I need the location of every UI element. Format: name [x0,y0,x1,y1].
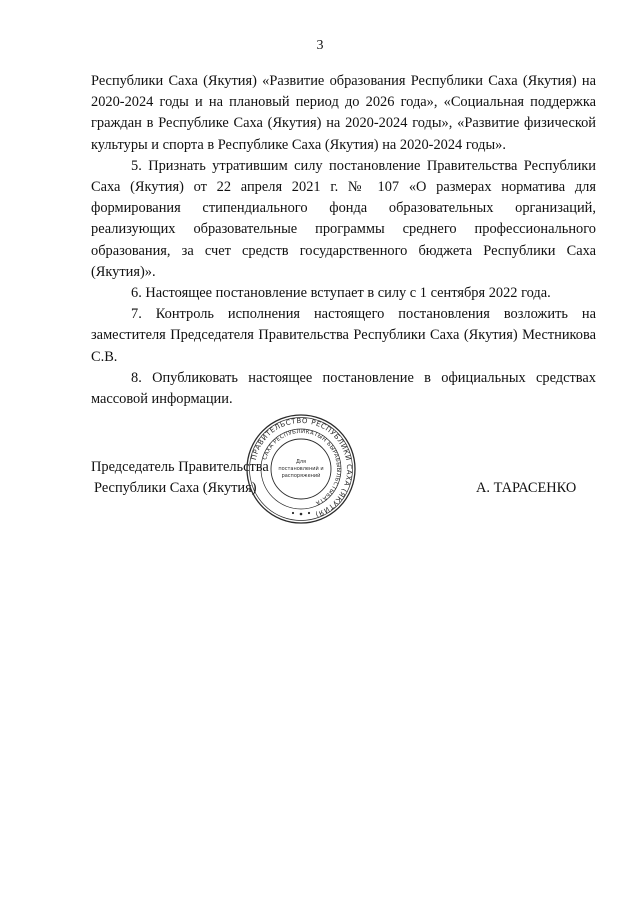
signatory-title-line1: Председатель Правительства [91,459,269,475]
seal-center-line2: постановлений и [278,466,324,472]
paragraph-7-control: 7. Контроль исполнения настоящего постановления возложить на заместителя Председателя Правительства Республики Саха (Якутия) Местникова С.В. [91,306,596,365]
seal-center-line3: распоряжений [281,473,321,479]
document-body [91,71,596,410]
seal-center-line1: Для [295,459,307,465]
seal-inner-text: САХА РЕСПУБЛИКАТЫН БЫРАБЫЫЛЬСТЫБАТА [262,428,342,506]
signatory-name: А. ТАРАСЕНКО [476,480,577,496]
paragraph-8-publication: 8. Опубликовать настоящее постановление в официальных средствах массовой информации. [91,369,596,408]
seal-outer-text: ПРАВИТЕЛЬСТВО РЕСПУБЛИКИ САХА (ЯКУТИЯ) [249,416,354,519]
seal-star-ornaments [292,512,310,515]
signatory-title-line2: Республики Саха (Якутия) [94,480,257,496]
page-number: 3 [316,38,324,53]
paragraph-program-list: Республики Саха (Якутия) «Развитие образования Республики Саха (Якутия) на 2020-2024 годы и на плановый период до 2026 года», «Социальная поддержка граждан в Республике Саха (Якутия) на 2020-2024 годы», «Развитие физической культуры и спорта в Республике Саха (Якутия) на 2020-2024 годы». [91,73,596,153]
paragraph-6-effective-date: 6. Настоящее постановление вступает в силу с 1 сентября 2022 года. [131,285,551,302]
signatory-title [91,457,269,499]
official-seal [245,413,357,525]
paragraph-5-repeal: 5. Признать утратившим силу постановление Правительства Республики Саха (Якутия) от 22 апреля 2021 г. № 107 «О размерах норматива для формирования стипендиального фонда образовательных организаций, реализующих образовательные программы среднего профессионального образования, за счет средств государственного бюджета Республики Саха (Якутия)». [91,157,596,280]
